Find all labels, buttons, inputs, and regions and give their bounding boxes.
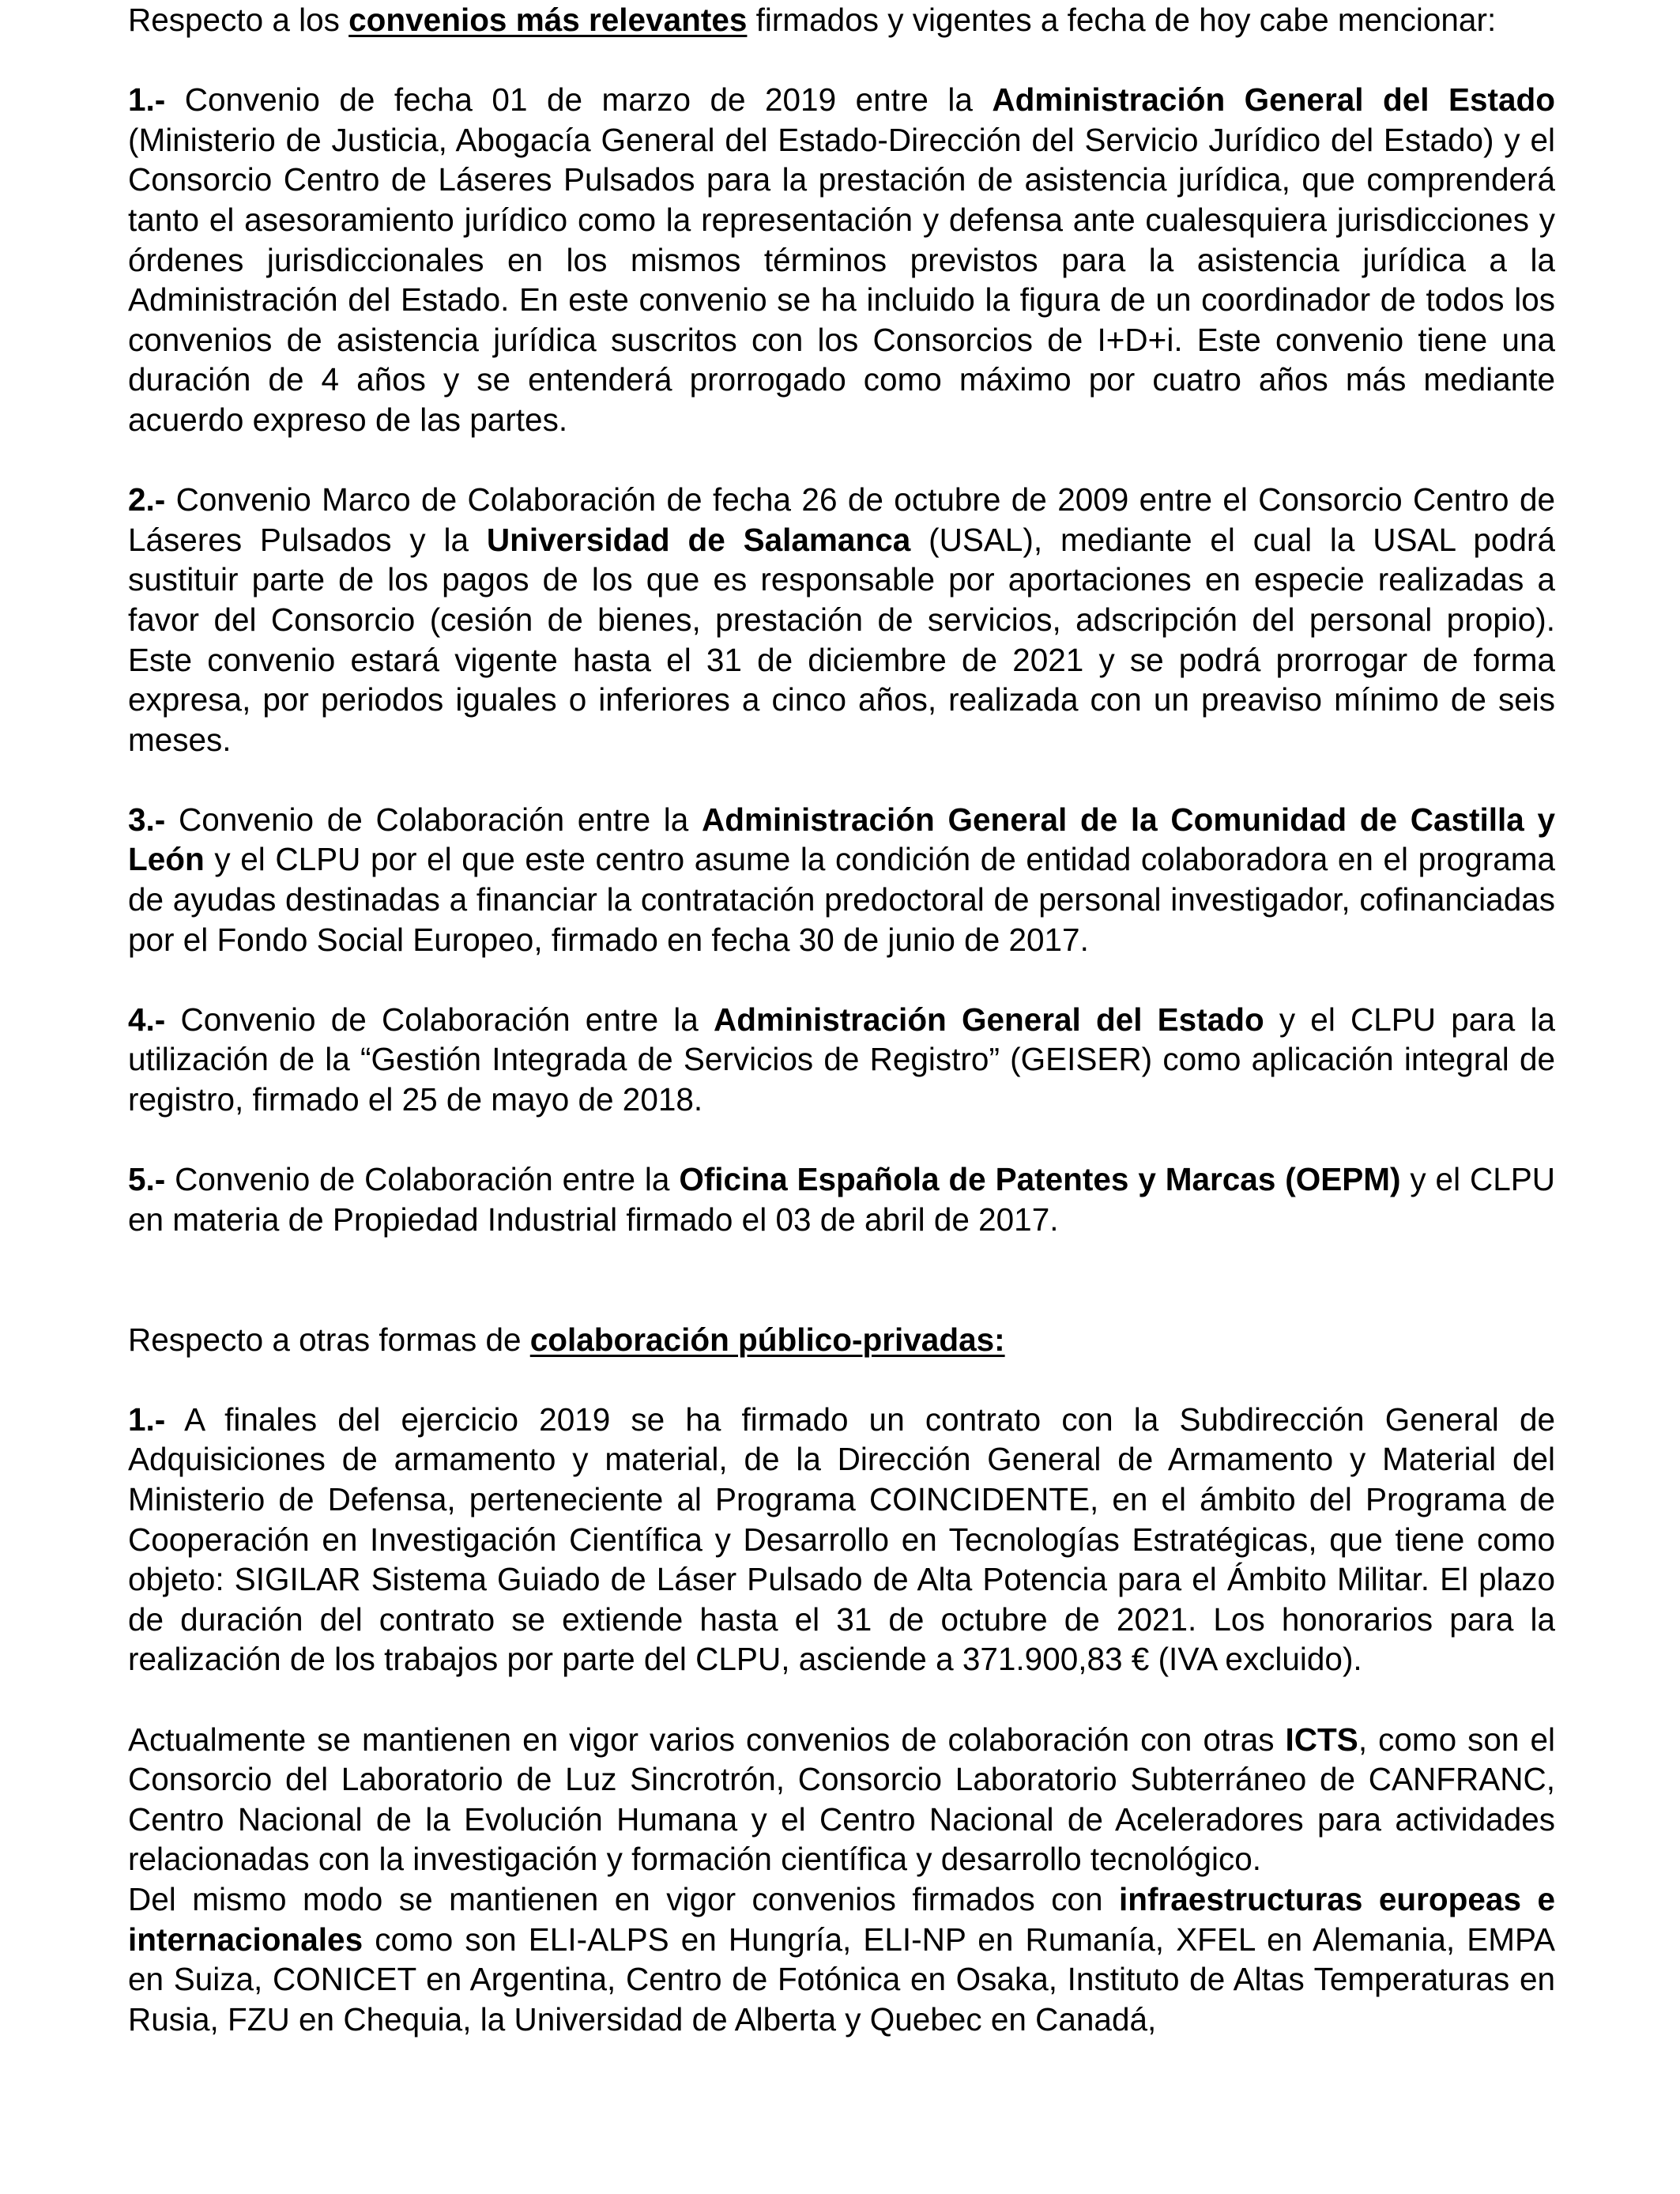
colaboracion-heading: colaboración público-privadas: (529, 1321, 1005, 1358)
convenio-3-number: 3.- (128, 801, 166, 838)
intro-text: Respecto a los (128, 2, 349, 38)
intl-text-b: como son ELI-ALPS en Hungría, ELI-NP en Rumanía, XFEL en Alemania, EMPA en Suiza, CONICET en Argentina, Centro de Fotónica en Osaka, Instituto de Altas Temperaturas en Rusia, FZU en Chequia, la Universidad de Alberta y Quebec en Canadá, (128, 1921, 1555, 2038)
intro2-text: Respecto a otras formas de (128, 1321, 530, 1358)
international-paragraph (128, 1879, 1555, 2039)
intro-text-end: firmados y vigentes a fecha de hoy cabe mencionar: (747, 2, 1497, 38)
convenio-1-number: 1.- (128, 81, 166, 119)
convenio-3-text-b: y el CLPU por el que este centro asume la condición de entidad colaboradora en el programa de ayudas destinadas a financiar la contratación predoctoral de personal investigador, cofinanciadas por el Fondo Social Europeo, firmado en fecha 30 de junio de 2017. (128, 841, 1555, 958)
intl-term: infraestructuras europeas e internacionales (128, 1880, 1555, 1958)
convenio-1-text-b: (Ministerio de Justicia, Abogacía General del Estado-Dirección del Servicio Jurídico del Estado) y el Consorcio Centro de Láseres Pulsados para la prestación de asistencia jurídica, que comprenderá tanto el asesoramiento jurídico como la representación y defensa ante cualesquiera jurisdicciones y órdenes jurisdiccionales en los mismos términos previstos para la asistencia jurídica a la Administración del Estado. En este convenio se ha incluido la figura de un coordinador de todos los convenios de asistencia jurídica suscritos con los Consorcios de I+D+i. Este convenio tiene una duración de 4 años y se entenderá prorrogado como máximo por cuatro años más mediante acuerdo expreso de las partes. (128, 121, 1555, 438)
convenio-4-text-a: Convenio de Colaboración entre la (165, 1001, 714, 1038)
convenio-3-text-a: Convenio de Colaboración entre la (165, 801, 702, 838)
convenio-2-party: Universidad de Salamanca (486, 521, 911, 558)
convenio-4-party: Administración General del Estado (714, 1001, 1264, 1038)
colaboracion-1-number: 1.- (128, 1400, 166, 1438)
document-page (128, 0, 1555, 2039)
convenio-3-paragraph (128, 800, 1555, 959)
colaboracion-1-text: A finales del ejercicio 2019 se ha firmado un contrato con la Subdirección General de Adquisiciones de armamento y material, de la Dirección General de Armamento y Material del Ministerio de Defensa, perteneciente al Programa COINCIDENTE, en el ámbito del Programa de Cooperación en Investigación Científica y Desarrollo en Tecnologías Estratégicas, que tiene como objeto: SIGILAR Sistema Guiado de Láser Pulsado de Alta Potencia para el Ámbito Militar. El plazo de duración del contrato se extiende hasta el 31 de octubre de 2021. Los honorarios para la realización de los trabajos por parte del CLPU, asciende a 371.900,83 € (IVA excluido). (128, 1400, 1555, 1678)
convenio-5-number: 5.- (128, 1161, 166, 1198)
convenios-heading: convenios más relevantes (348, 2, 748, 38)
convenio-2-paragraph (128, 480, 1555, 760)
intro-colaboracion-paragraph (128, 1320, 1555, 1360)
convenio-2-number: 2.- (128, 481, 166, 518)
icts-paragraph (128, 1720, 1555, 1879)
convenio-2-text-a: Convenio Marco de Colaboración de fecha 26 de octubre de 2009 entre el Consorcio Centro de Láseres Pulsados y la (128, 481, 1555, 558)
icts-text-b: , como son el Consorcio del Laboratorio de Luz Sincrotrón, Consorcio Laboratorio Subterráneo de CANFRANC, Centro Nacional de la Evolución Humana y el Centro Nacional de Aceleradores para actividades relacionadas con la investigación y formación científica y desarrollo tecnológico. (128, 1721, 1555, 1878)
convenio-3-party: Administración General de la Comunidad de Castilla y León (128, 801, 1555, 878)
convenio-2-text-b: (USAL), mediante el cual la USAL podrá sustituir parte de los pagos de los que es responsable por aportaciones en especie realizadas a favor del Consorcio (cesión de bienes, prestación de servicios, adscripción del personal propio). Este convenio estará vigente hasta el 31 de diciembre de 2021 y se podrá prorrogar de forma expresa, por periodos iguales o inferiores a cinco años, realizada con un preaviso mínimo de seis meses. (128, 521, 1555, 758)
convenio-5-text-b: y el CLPU en materia de Propiedad Industrial firmado el 03 de abril de 2017. (128, 1161, 1556, 1238)
icts-text-a: Actualmente se mantienen en vigor varios convenios de colaboración con otras (128, 1721, 1286, 1758)
convenio-5-text-a: Convenio de Colaboración entre la (165, 1161, 680, 1198)
intro-convenios-paragraph (128, 0, 1555, 40)
intl-text-a: Del mismo modo se mantienen en vigor convenios firmados con (128, 1880, 1120, 1917)
icts-term: ICTS (1285, 1721, 1358, 1758)
convenio-4-paragraph (128, 1000, 1555, 1120)
convenio-1-text-a: Convenio de fecha 01 de marzo de 2019 entre la (165, 81, 993, 119)
convenio-4-number: 4.- (128, 1001, 166, 1038)
convenio-4-text-b: y el CLPU para la utilización de la “Gestión Integrada de Servicios de Registro” (GEISER) como aplicación integral de registro, firmado el 25 de mayo de 2018. (128, 1001, 1555, 1118)
convenio-1-paragraph (128, 80, 1555, 439)
convenio-5-party: Oficina Española de Patentes y Marcas (OEPM) (679, 1161, 1401, 1198)
colaboracion-1-paragraph (128, 1400, 1555, 1679)
convenio-1-party: Administración General del Estado (992, 81, 1555, 119)
convenio-5-paragraph (128, 1159, 1555, 1239)
